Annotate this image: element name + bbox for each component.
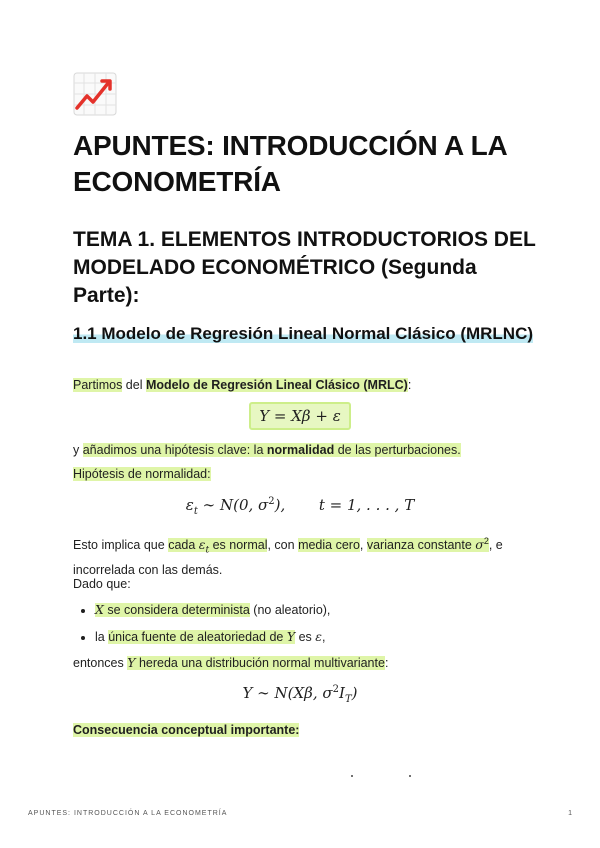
paragraph-partimos: Partimos del Modelo de Regresión Lineal Clásico (MRLC): — [73, 378, 412, 392]
paragraph-implica: Esto implica que cada $\varepsilon_t$ es normal, con media cero, varianza constante $\sigma^2$, e incorrelada con las demás. — [73, 536, 503, 577]
page-footer — [28, 810, 572, 817]
document-title: APUNTES: INTRODUCCIÓN A LA ECONOMETRÍA — [73, 130, 507, 197]
paragraph-hipotesis: Hipótesis de normalidad: — [73, 467, 211, 481]
chart-increasing-icon — [73, 72, 117, 116]
equation-normality: $\varepsilon_t$ ∼ N(0, $\sigma^2$), t = 1, . . . , T — [185, 496, 415, 517]
dot-mark — [351, 775, 353, 777]
topic-title: TEMA 1. ELEMENTOS INTRODUCTORIOS DEL MODELADO ECONOMÉTRICO (Segunda Parte): — [73, 228, 536, 307]
section-heading: 1.1 Modelo de Regresión Lineal Normal Clásico (MRLNC) — [73, 324, 534, 343]
list-item: • X se considera determinista (no aleatorio), — [95, 600, 555, 620]
paragraph-consecuencia: Consecuencia conceptual importante: — [73, 723, 300, 737]
dot-mark — [409, 775, 411, 777]
paragraph-entonces: entonces Y hereda una distribución normal multivariante: — [73, 655, 389, 670]
list-item: • la única fuente de aleatoriedad de Y es ε, — [95, 627, 555, 647]
paragraph-normalidad: y añadimos una hipótesis clave: la normalidad de las perturbaciones. — [73, 443, 461, 457]
page-number: 1 — [568, 810, 572, 817]
paragraph-dado-que: Dado que: — [73, 577, 131, 591]
footer-text: APUNTES: INTRODUCCIÓN A LA ECONOMETRÍA — [28, 810, 228, 817]
equation-multivariate: Y ∼ N(Xβ, $\sigma^2I_T$) — [242, 684, 358, 705]
equation-model: Y = Xβ + ε — [0, 402, 600, 430]
bullet-list — [73, 600, 555, 654]
